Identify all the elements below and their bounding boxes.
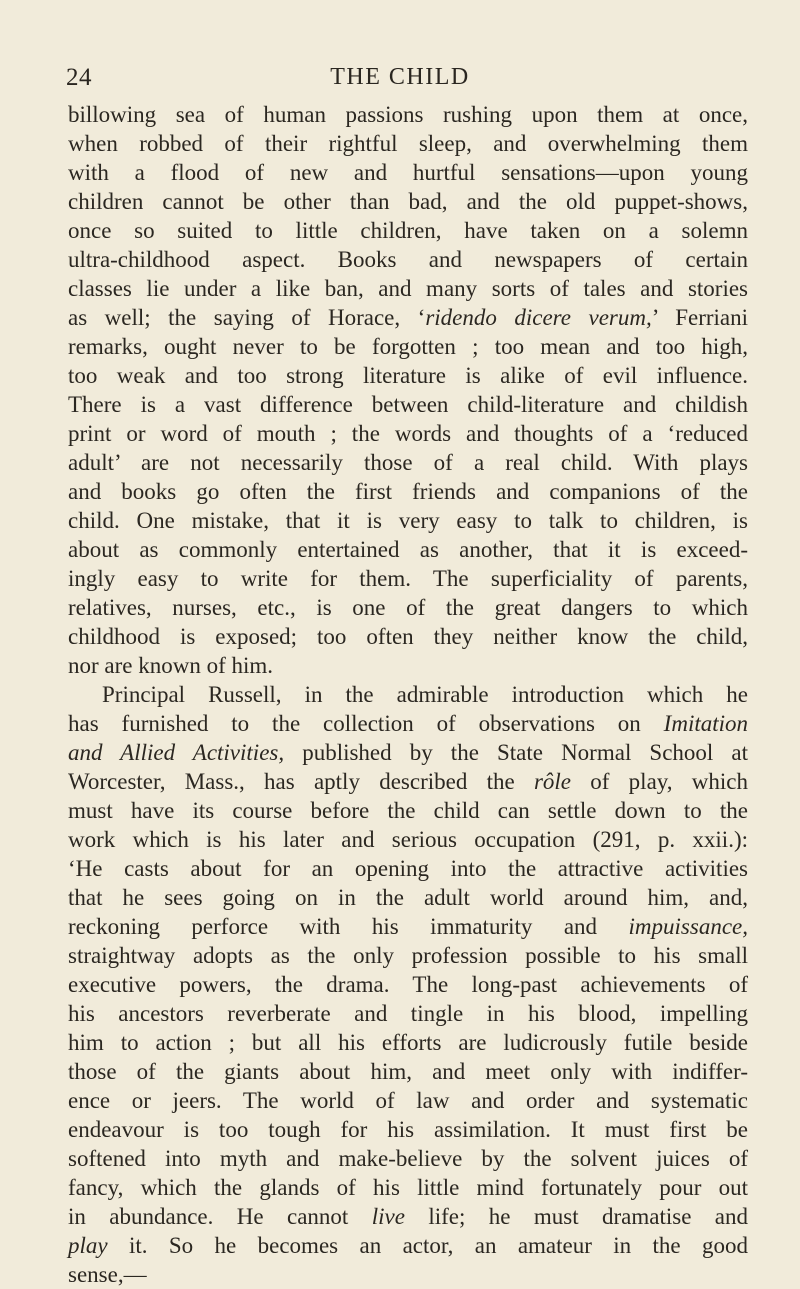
text-line (68, 912, 748, 941)
italic-word: play (68, 1233, 108, 1258)
italic-word: rôle (533, 769, 572, 794)
text-line: work which is his later and serious occupation (291, p. xxii.): (68, 827, 748, 852)
text-line: ence or jeers. The world of law and order and systematic (68, 1088, 748, 1113)
text-line: those of the giants about him, and meet only with indiffer- (68, 1059, 748, 1084)
text-line: softened into myth and make-believe by the solvent juices of (68, 1146, 748, 1171)
text-line: adult’ are not necessarily those of a real child. With plays (68, 450, 748, 475)
running-title: THE CHILD (330, 64, 470, 90)
text-line: fancy, which the glands of his little mind fortunately pour out (68, 1175, 748, 1200)
text-line: classes lie under a like ban, and many sorts of tales and stories (68, 276, 748, 301)
text-line: must have its course before the child can settle down to the (68, 798, 748, 823)
text-segment: in abundance. He cannot (68, 1204, 349, 1229)
text-line: children cannot be other than bad, and the old puppet-shows, (68, 189, 748, 214)
text-line: ‘He casts about for an opening into the attractive activities (68, 856, 748, 881)
book-title: Imitation (663, 711, 749, 736)
page-header (0, 64, 800, 96)
text-line: ingly easy to write for them. The superficiality of parents, (68, 566, 748, 591)
text-line: There is a vast difference between child-literature and childish (68, 392, 748, 417)
text-line (68, 767, 748, 796)
italic-word: live (371, 1204, 405, 1229)
text-line: with a flood of new and hurtful sensations—upon young (68, 160, 748, 185)
book-title: and Allied Activities, (68, 740, 285, 765)
text-line: billowing sea of human passions rushing upon them at once, (68, 102, 748, 127)
text-segment: of play, which (571, 769, 748, 794)
text-line: remarks, ought never to be forgotten ; too mean and too high, (68, 334, 748, 359)
page-number: 24 (66, 64, 92, 91)
text-segment: ’ Ferriani (651, 305, 749, 330)
body-text (68, 100, 748, 1289)
text-segment: reckoning perforce with his immaturity and (68, 914, 598, 939)
text-line: nor are known of him. (68, 653, 274, 678)
text-segment: it. So he becomes an actor, an amateur in the good (107, 1233, 748, 1258)
text-line (68, 709, 748, 738)
text-line: ultra-childhood aspect. Books and newspapers of certain (68, 247, 748, 272)
text-line (68, 738, 748, 767)
text-segment: life; he must dramatise and (404, 1204, 749, 1229)
paragraph-2 (68, 680, 748, 1289)
text-line: that he sees going on in the adult world around him, and, (68, 885, 748, 910)
text-segment: as well; the saying of Horace, ‘ (68, 305, 426, 330)
text-line: straightway adopts as the only profession possible to his small (68, 943, 748, 968)
text-line: print or word of mouth ; the words and thoughts of a ‘reduced (68, 421, 748, 446)
text-line: about as commonly entertained as another, that it is exceed- (68, 537, 748, 562)
text-line: childhood is exposed; too often they neither know the child, (68, 624, 748, 649)
text-line (68, 1202, 748, 1231)
italic-word: impuissance, (628, 914, 748, 939)
text-segment: Worcester, Mass., has aptly described the (68, 769, 515, 794)
latin-quote: ridendo dicere verum, (425, 305, 652, 330)
text-segment: published by the State Normal School at (284, 740, 748, 765)
text-line: endeavour is too tough for his assimilation. It must first be (68, 1117, 748, 1142)
text-line (68, 303, 748, 332)
text-line: sense,— (68, 1262, 147, 1287)
text-line: relatives, nurses, etc., is one of the great dangers to which (68, 595, 748, 620)
text-line: executive powers, the drama. The long-past achievements of (68, 972, 748, 997)
text-line: too weak and too strong literature is alike of evil influence. (68, 363, 748, 388)
text-line: child. One mistake, that it is very easy to talk to children, is (68, 508, 748, 533)
paragraph-1 (68, 100, 748, 680)
text-line: him to action ; but all his efforts are ludicrously futile beside (68, 1030, 748, 1055)
text-line (68, 1231, 748, 1260)
text-line: Principal Russell, in the admirable introduction which he (102, 682, 748, 707)
text-line: once so suited to little children, have taken on a solemn (68, 218, 748, 243)
text-segment: has furnished to the collection of observations on (68, 711, 641, 736)
text-line: when robbed of their rightful sleep, and overwhelming them (68, 131, 748, 156)
text-line: and books go often the first friends and companions of the (68, 479, 748, 504)
text-line: his ancestors reverberate and tingle in his blood, impelling (68, 1001, 748, 1026)
